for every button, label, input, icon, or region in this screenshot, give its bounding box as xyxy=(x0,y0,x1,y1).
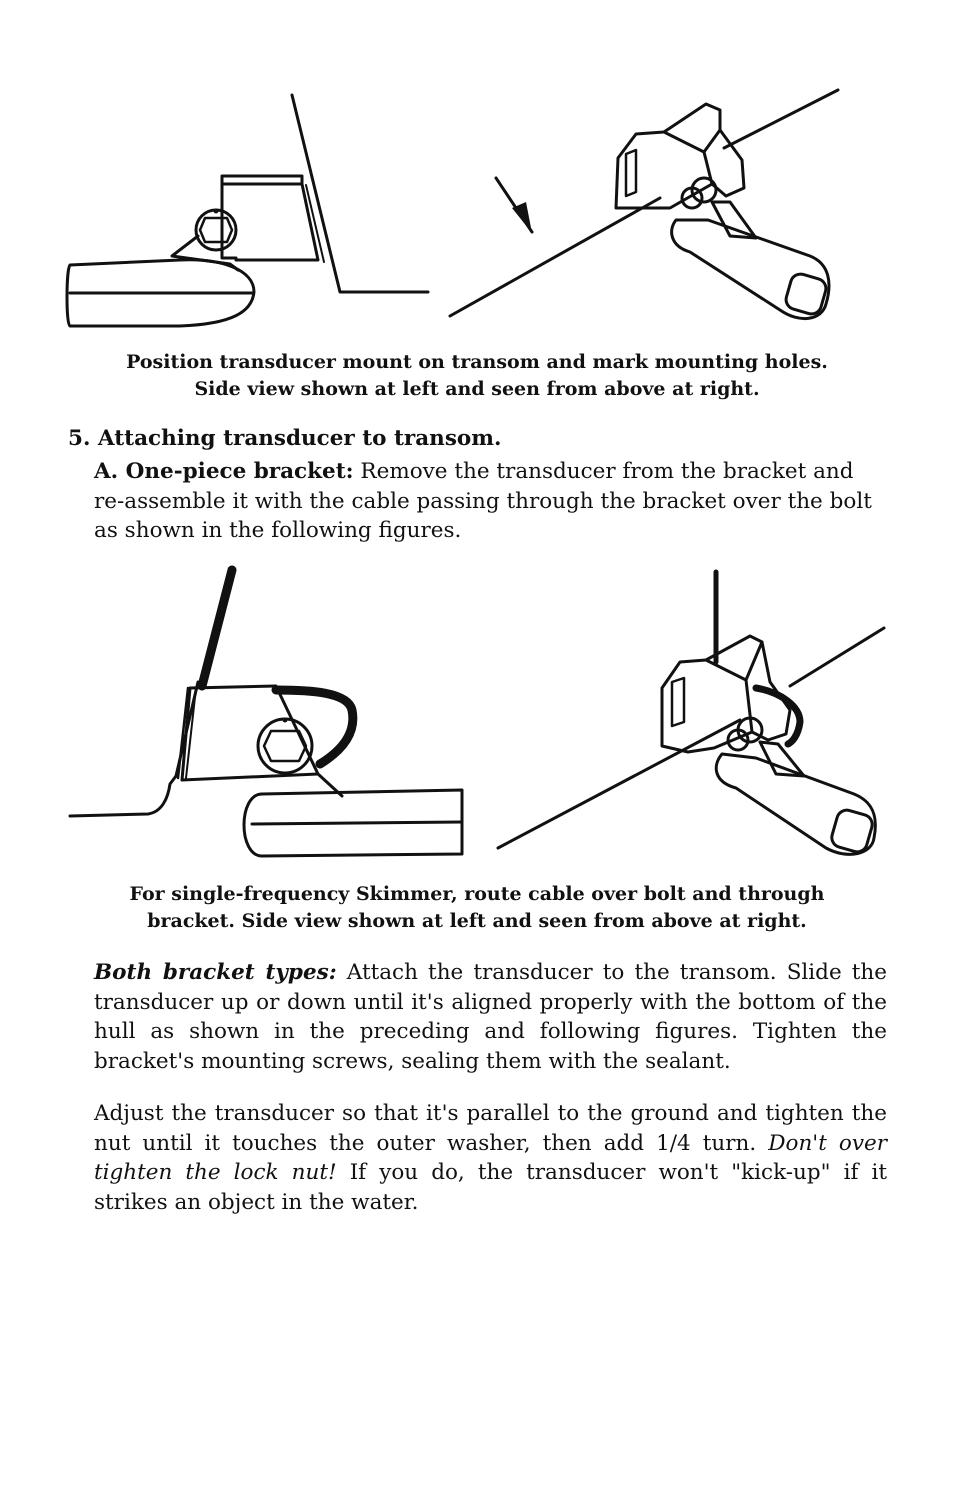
figure-1-caption-line-2: Side view shown at left and seen from above at right. xyxy=(194,378,760,400)
bracket-side xyxy=(222,176,318,260)
one-piece-bracket-text: Remove the transducer from the bracket and re-assemble it with the cable passing through the bracket over the bolt as shown in the following figures. xyxy=(94,459,872,543)
figure-2-illustration xyxy=(0,562,954,862)
one-piece-bracket-label: A. One-piece bracket: xyxy=(94,459,354,484)
figure-1-mount-position xyxy=(0,80,954,330)
transom-top-view-lower xyxy=(498,720,740,848)
figure-2-caption-line-2: bracket. Side view shown at left and seen from above at right. xyxy=(147,910,807,932)
transom-top-view-lower xyxy=(450,198,660,316)
bracket-side xyxy=(182,686,318,780)
both-bracket-types-text: Attach the transducer to the transom. Slide the transducer up or down until it's aligned properly with the bottom of the hull as shown in the preceding and following figures. Tighten the bracket's mounting screws, sealing them with the sealant. xyxy=(94,960,887,1074)
hull-line xyxy=(70,776,176,816)
figure-2-cable-routing xyxy=(0,562,954,862)
figure-1-caption xyxy=(60,349,894,403)
bolt-outer xyxy=(196,210,236,250)
figure-1-caption-line-1: Position transducer mount on transom and mark mounting holes. xyxy=(126,351,828,373)
step-5-heading: 5. Attaching transducer to transom. xyxy=(68,426,502,451)
transom-top-view-upper xyxy=(790,628,884,686)
adjust-text-before: Adjust the transducer so that it's parallel to the ground and tighten the nut until it touches the outer washer, then add 1/4 turn. xyxy=(94,1101,887,1156)
transducer-top xyxy=(672,220,829,319)
figure-2-caption xyxy=(60,881,894,935)
both-bracket-types-label: Both bracket types: xyxy=(94,960,337,985)
transom-line xyxy=(292,95,428,292)
adjust-warning: Don't over tighten the lock nut! xyxy=(94,1130,887,1185)
one-piece-bracket-paragraph xyxy=(94,457,887,546)
adjust-transducer-paragraph xyxy=(94,1099,887,1217)
adjust-text-after: If you do, the transducer won't "kick-up" if it strikes an object in the water. xyxy=(94,1160,887,1215)
both-bracket-types-paragraph xyxy=(94,958,887,1076)
cable-side xyxy=(202,570,232,686)
figure-2-caption-line-1: For single-frequency Skimmer, route cable over bolt and through xyxy=(129,883,825,905)
transducer-top xyxy=(716,754,875,854)
transom-top-view-upper xyxy=(724,90,838,148)
figure-1-illustration xyxy=(0,80,954,330)
